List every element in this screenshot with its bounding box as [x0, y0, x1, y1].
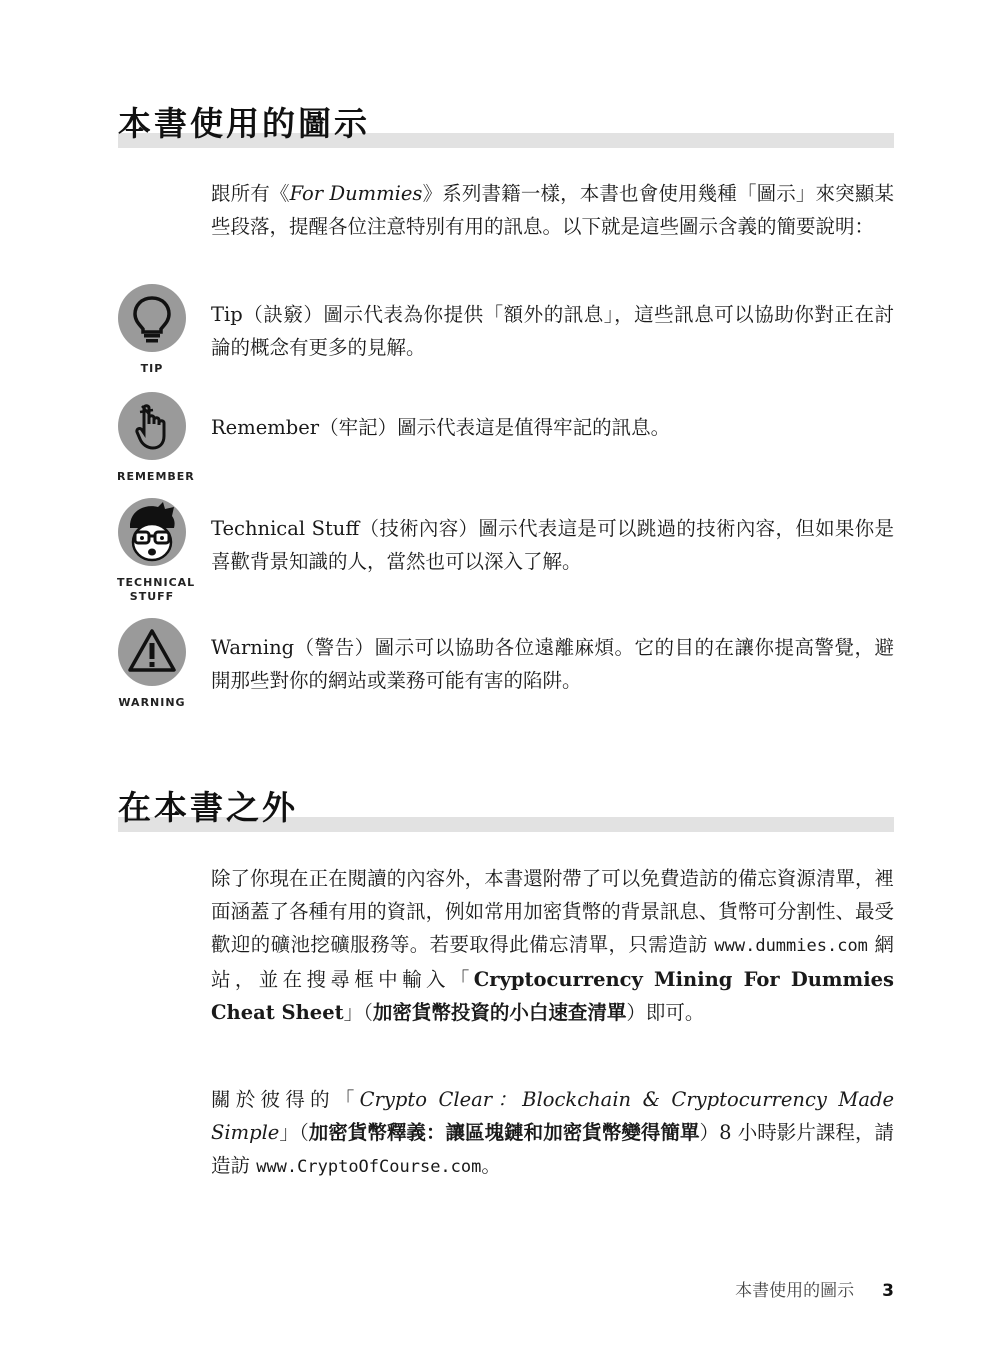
- section-title: 本書使用的圖示: [118, 104, 370, 143]
- remember-label: REMEMBER: [117, 470, 195, 483]
- warning-label: WARNING: [118, 696, 186, 709]
- intro-paragraph: 跟所有《For Dummies》系列書籍一樣，本書也會使用幾種「圖示」來突顯某些段落，提醒各位注意特別有用的訊息。以下就是這些圖示含義的簡要說明：: [211, 182, 894, 238]
- warning-text: Warning（警告）圖示可以協助各位遠離麻煩。它的目的在讓你提高警覺，避開那些對你的網站或業務可能有害的陷阱。: [211, 636, 894, 692]
- page-footer: [735, 1276, 894, 1301]
- remember-icon-block: [117, 392, 195, 484]
- tip-icon-block: [117, 284, 187, 376]
- technical-stuff-text: Technical Stuff（技術內容）圖示代表這是可以跳過的技術內容，但如果你是喜歡背景知識的人，當然也可以深入了解。: [211, 517, 894, 573]
- page-number: 3: [882, 1281, 894, 1301]
- warning-icon-block: [117, 618, 187, 710]
- nerd-face-icon: [118, 498, 186, 566]
- crypto-course-url: www.CryptoOfCourse.com: [256, 1157, 482, 1177]
- technical-stuff-icon-block: [117, 498, 196, 604]
- cheat-sheet-paragraph: 除了你現在正在閱讀的內容外，本書還附帶了可以免費造訪的備忘資源清單，裡面涵蓋了各種有用的資訊，例如常用加密貨幣的背景訊息、貨幣可分割性、最受歡迎的礦池挖礦服務等。若要取得此備忘清單，只需造訪 www.dummies.com 網站，並在搜尋框中輸入「Cryptocurrency Mining For Dummies Cheat Sheet」（加密貨幣投資的小白速查清單）即可。: [211, 867, 894, 1024]
- lightbulb-icon: [118, 284, 186, 352]
- tip-label: TIP: [140, 362, 164, 375]
- section-title: 在本書之外: [118, 788, 298, 827]
- section-heading-icons: [118, 98, 894, 150]
- tip-text: Tip（訣竅）圖示代表為你提供「額外的訊息」，這些訊息可以協助你對正在討論的概念有更多的見解。: [211, 303, 894, 359]
- footer-section-title: 本書使用的圖示: [735, 1281, 855, 1301]
- remember-text: Remember（牢記）圖示代表這是值得牢記的訊息。: [211, 416, 671, 439]
- warning-triangle-icon: [118, 618, 186, 686]
- finger-string-icon: [118, 392, 186, 460]
- dummies-url: www.dummies.com: [714, 936, 868, 956]
- section-heading-beyond: [118, 782, 894, 834]
- technical-stuff-label: TECHNICAL STUFF: [117, 576, 196, 603]
- course-paragraph: 關於彼得的「Crypto Clear：Blockchain & Cryptocurrency Made Simple」（加密貨幣釋義：讓區塊鏈和加密貨幣變得簡單）8 小時影片課程，請造訪 www.CryptoOfCourse.com。: [211, 1088, 894, 1177]
